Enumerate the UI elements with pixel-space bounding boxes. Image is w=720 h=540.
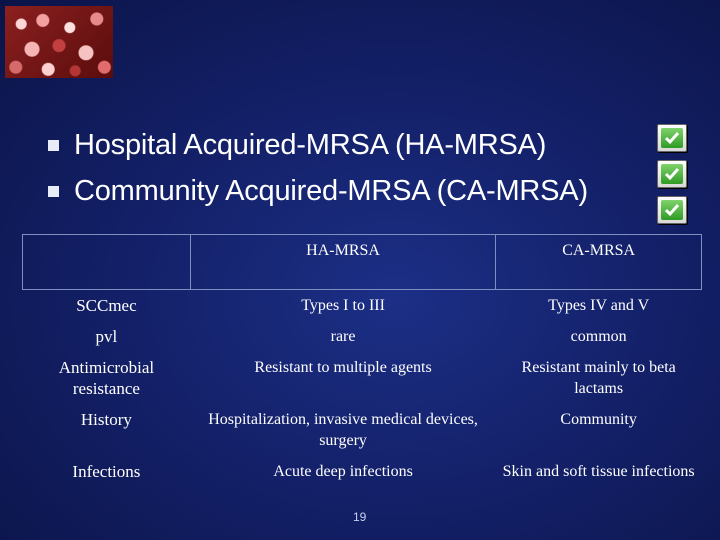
- checkbox-stack: [657, 124, 687, 232]
- ha-cell: Acute deep infections: [273, 463, 413, 480]
- ha-cell: Types I to III: [301, 297, 385, 314]
- square-bullet-icon: [48, 186, 59, 197]
- row-label: History: [80, 410, 132, 429]
- row-label: Infections: [72, 462, 141, 481]
- ca-cell: Resistant mainly to beta lactams: [521, 359, 676, 397]
- ha-cell: Resistant to multiple agents: [254, 359, 432, 376]
- bullet-text: Community Acquired-MRSA (CA-MRSA): [74, 174, 588, 207]
- table-row: [23, 290, 702, 322]
- table-row: [23, 321, 702, 352]
- comparison-table: [22, 234, 702, 487]
- bullet-text: Hospital Acquired-MRSA (HA-MRSA): [74, 128, 547, 161]
- check-icon: [657, 196, 687, 224]
- table-row: [23, 352, 702, 404]
- check-icon: [657, 124, 687, 152]
- header-blank-cell: [23, 235, 191, 290]
- table-row: [23, 404, 702, 456]
- bullet-list: [48, 122, 588, 214]
- ca-cell: Types IV and V: [548, 297, 650, 314]
- ca-cell: Skin and soft tissue infections: [502, 463, 695, 480]
- table-row: [23, 456, 702, 487]
- ha-cell: Hospitalization, invasive medical devices, surgery: [208, 411, 478, 449]
- row-label: pvl: [95, 327, 118, 346]
- bullet-item: [48, 168, 588, 214]
- header-ca-mrsa: CA-MRSA: [496, 235, 702, 290]
- bullet-item: [48, 122, 588, 168]
- bacteria-photo: [5, 6, 113, 78]
- ca-cell: common: [570, 328, 627, 345]
- square-bullet-icon: [48, 140, 59, 151]
- row-label: SCCmec: [76, 296, 137, 315]
- page-number: 19: [353, 510, 367, 524]
- table-header-row: [23, 235, 702, 290]
- header-ha-mrsa: HA-MRSA: [190, 235, 495, 290]
- check-icon: [657, 160, 687, 188]
- ha-cell: rare: [330, 328, 356, 345]
- row-label: Antimicrobial resistance: [58, 358, 155, 398]
- ca-cell: Community: [560, 411, 637, 428]
